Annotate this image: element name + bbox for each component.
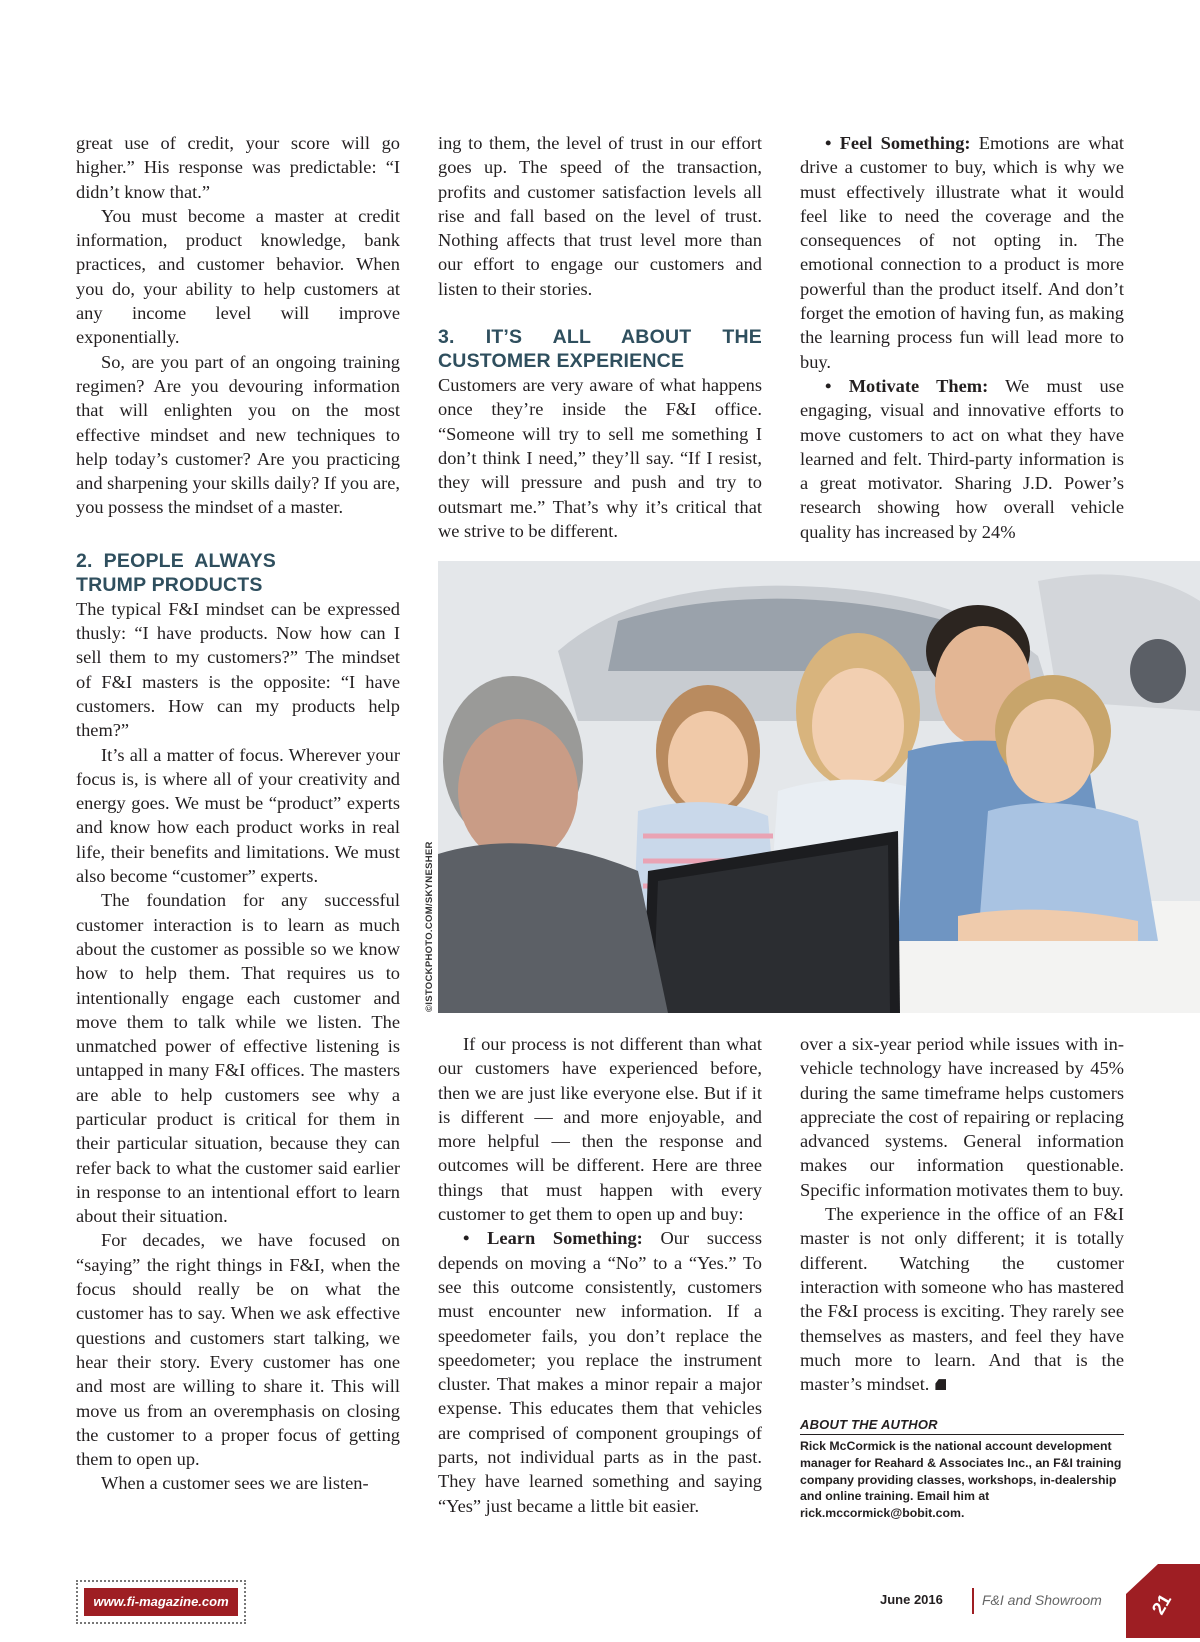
column-2-top — [438, 131, 762, 543]
issue-date: June 2016 — [880, 1592, 943, 1607]
bullet-text: We must use engaging, visual and innovative efforts to move customers to act on what they have learned and felt. Third-party information is a great motivator. Sharing J.D. Power’s research showing how overall vehicle quality has increased by 24% — [800, 375, 1124, 542]
paragraph: For decades, we have focused on “saying” the right things in F&I, when the focus should really be on what the customer has to say. When we ask effective questions and customers start talking, we hear their story. Every customer has one and most are willing to share it. This will move us from an overemphasis on closing the customer to a proper focus of getting them to open up. — [76, 1230, 400, 1470]
paragraph: If our process is not different than what our customers have experienced before, then we are just like everyone else. But if it is different — and more enjoyable, and more helpful — then the response and outcomes will be different. Here are three things that must happen with every customer to get them to open up and buy: — [438, 1034, 762, 1225]
paragraph: When a customer sees we are listen- — [101, 1473, 369, 1494]
paragraph: great use of credit, your score will go higher.” His response was predictable: “I didn’t know that.” — [76, 133, 400, 202]
paragraph: The typical F&I mindset can be expressed thusly: “I have products. Now how can I sell them to my customers?” The mindset of F&I masters is the opposite: “I have customers. How can my products help them?” — [76, 598, 400, 741]
column-2-bottom — [438, 1032, 762, 1518]
bullet-learn-something — [438, 1226, 762, 1518]
section-heading-2: 2. PEOPLE ALWAYS TRUMP PRODUCTS — [76, 549, 276, 596]
section-heading-3: 3. IT’S ALL ABOUT THE CUSTOMER EXPERIENCE — [438, 326, 762, 373]
website-url[interactable]: www.fi-magazine.com — [84, 1588, 238, 1616]
paragraph: The foundation for any successful customer interaction is to learn as much about the customer as possible so we know how to help them. That requires us to intentionally engage each customer and move them to talk while we listen. The unmatched power of effective listening is untapped in many F&I offices. The masters are able to help customers see why a particular product is critical for them in their particular situation, because they can refer back to what the customer said earlier in response to an intentional effort to learn about their situation. — [76, 890, 400, 1227]
author-bio: Rick McCormick is the national account development manager for Reahard & Associates Inc., an F&I training company providing classes, workshops, in-dealership and online training. Email him at rick.mccormick@bobit.com. — [800, 1439, 1122, 1520]
paragraph: It’s all a matter of focus. Wherever your focus is, is where all of your creativity and energy goes. We must be “product” experts and know how each product works in real life, their benefits and limitations. We must also become “customer” experts. — [76, 744, 400, 887]
page-number: 21 — [1147, 1590, 1176, 1618]
bullet-label: • Learn Something: — [463, 1228, 643, 1249]
paragraph — [800, 1202, 1124, 1396]
article-photo — [438, 561, 1200, 1013]
magazine-name: F&I and Showroom — [982, 1592, 1102, 1608]
column-1 — [76, 131, 400, 1496]
photo-credit: ©ISTOCKPHOTO.COM/SKYNESHER — [424, 841, 435, 1012]
website-badge — [76, 1580, 246, 1624]
bullet-motivate-them — [800, 374, 1124, 544]
column-3-top — [800, 131, 1124, 544]
about-the-author — [800, 1418, 1124, 1521]
paragraph: So, are you part of an ongoing training regimen? Are you devouring information that will enlighten you on the most effective mindset and new techniques to help today’s customer? Are you practicing and sharpening your skills daily? If you are, you possess the mindset of a master. — [76, 351, 400, 518]
bullet-label: • Feel Something: — [825, 133, 971, 153]
divider — [972, 1588, 974, 1614]
author-heading: ABOUT THE AUTHOR — [800, 1417, 938, 1433]
end-mark-icon — [935, 1379, 946, 1390]
bullet-feel-something — [800, 131, 1124, 374]
divider — [800, 1434, 1124, 1435]
paragraph: ing to them, the level of trust in our effort goes up. The speed of the transaction, profits and customer satisfaction levels all rise and fall based on the level of trust. Nothing affects that trust level more than our effort to engage our customers and listen to their stories. — [438, 133, 762, 299]
page-number-tab — [1126, 1564, 1200, 1638]
paragraph-text: The experience in the office of an F&I master is not only different; it is totally different. Watching the customer interaction with someone who has mastered the F&I process is exciting. They rarely see themselves as masters, and feel they have much more to learn. And that is the master’s mindset. — [800, 1204, 1124, 1395]
paragraph: You must become a master at credit information, product knowledge, bank practices, and customer behavior. When you do, your ability to help customers at any income level will improve exponentially. — [76, 205, 400, 348]
bullet-label: • Motivate Them: — [825, 375, 989, 396]
family-at-dealership-illustration — [438, 561, 1200, 1013]
bullet-text: Our success depends on moving a “No” to a “Yes.” To see this outcome consistently, customers must encounter new information. If a speedometer fails, you don’t replace the speedometer; you replace the instrument cluster. That makes a minor repair a major expense. This educates them that vehicles are comprised of component groupings of parts, not individual parts as in the past. They have learned something and saying “Yes” just became a little bit easier. — [438, 1228, 762, 1516]
bullet-text: Emotions are what drive a customer to buy, which is why we must effectively illustrate what it would feel like to need the coverage and the consequences of not opting in. The emotional connection to a product is more powerful than the product itself. And don’t forget the emotion of having fun, as making the learning process fun will lead more to buy. — [800, 133, 1124, 372]
paragraph: over a six-year period while issues with in-vehicle technology have increased by 45% during the same timeframe helps customers appreciate the cost of repairing or replacing advanced systems. General information makes our information questionable. Specific information motivates them to buy. — [800, 1034, 1124, 1200]
column-3-bottom — [800, 1032, 1124, 1521]
paragraph: Customers are very aware of what happens once they’re inside the F&I office. “Someone will try to sell me something I don’t think I need,” they’ll say. “If I resist, they will pressure and push and try to outsmart me.” That’s why it’s critical that we strive to be different. — [438, 375, 762, 541]
